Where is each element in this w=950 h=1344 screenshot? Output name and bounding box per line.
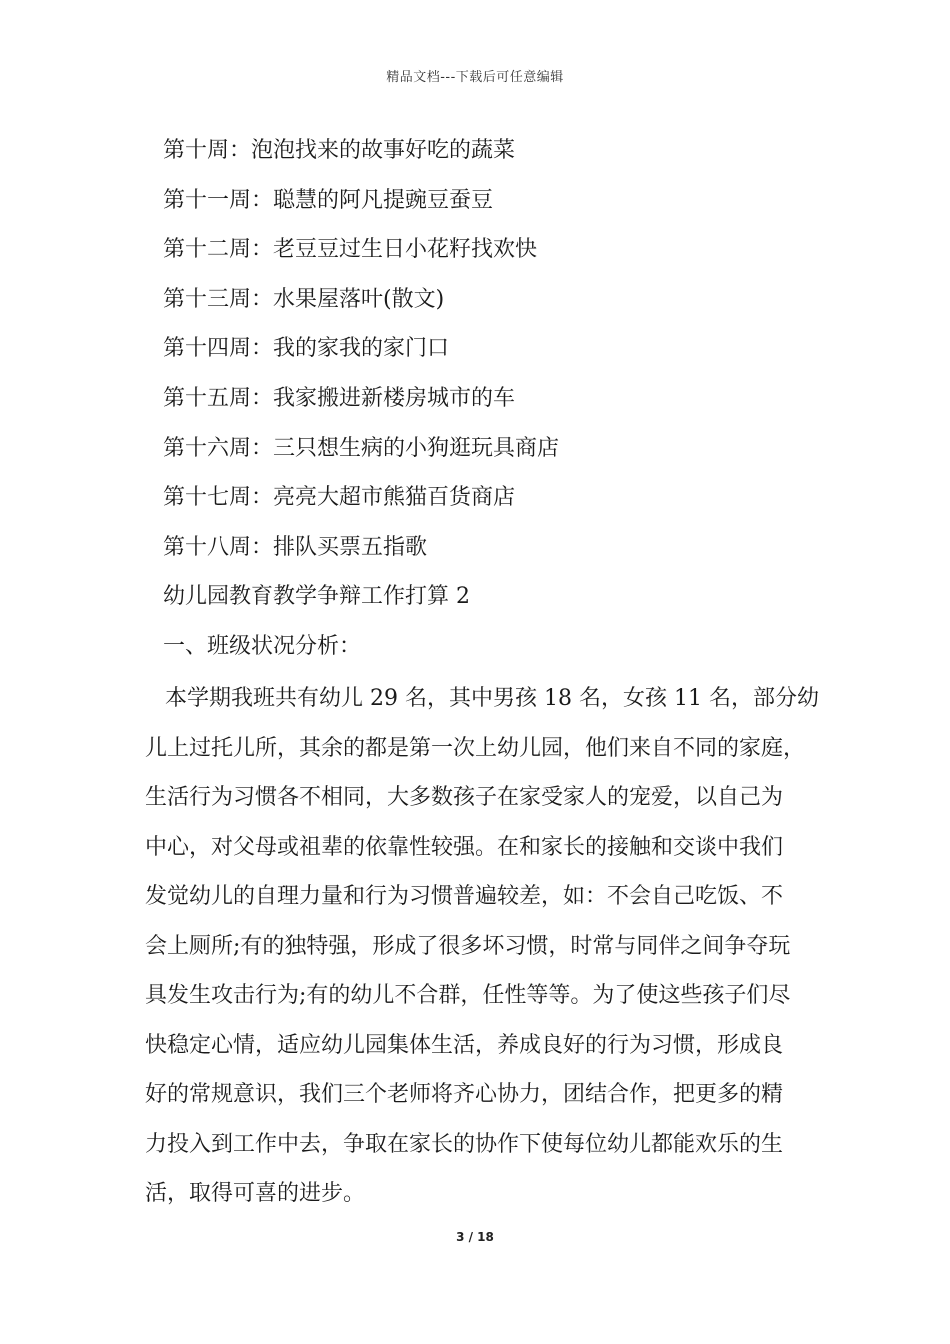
list-item: 第十六周：三只想生病的小狗逛玩具商店 bbox=[163, 435, 560, 461]
weekly-schedule-list bbox=[163, 134, 559, 580]
list-item: 第十七周：亮亮大超市熊猫百货商店 bbox=[163, 485, 516, 511]
list-item: 第十二周：老豆豆过生日小花籽找欢快 bbox=[163, 237, 538, 263]
list-item: 第十五周：我家搬进新楼房城市的车 bbox=[163, 385, 516, 411]
paragraph-line: 生活行为习惯各不相同，大多数孩子在家受家人的宠爱，以自己为 bbox=[145, 785, 784, 810]
paragraph-line: 具发生攻击行为;有的幼儿不合群，任性等等。为了使这些孩子们尽 bbox=[145, 983, 791, 1008]
page-number: 3 / 18 bbox=[456, 1230, 494, 1244]
paragraph-line: 本学期我班共有幼儿 29 名，其中男孩 18 名，女孩 11 名，部分幼 bbox=[165, 686, 819, 711]
paragraph-line: 发觉幼儿的自理力量和行为习惯普遍较差，如：不会自己吃饭、不 bbox=[145, 884, 784, 909]
paragraph-line: 儿上过托儿所，其余的都是第一次上幼儿园，他们来自不同的家庭， bbox=[145, 735, 806, 761]
list-item: 第十周：泡泡找来的故事好吃的蔬菜 bbox=[163, 138, 516, 163]
list-item: 第十一周：聪慧的阿凡提豌豆蚕豆 bbox=[163, 187, 494, 213]
paragraph-line: 力投入到工作中去，争取在家长的协作下使每位幼儿都能欢乐的生 bbox=[145, 1131, 784, 1157]
list-item: 第十四周：我的家我的家门口 bbox=[163, 336, 450, 362]
list-item: 第十八周：排队买票五指歌 bbox=[163, 534, 428, 560]
page-header: 精品文档---下载后可任意编辑 bbox=[386, 70, 564, 85]
paragraph-line: 快稳定心情，适应幼儿园集体生活，养成良好的行为习惯，形成良 bbox=[145, 1032, 784, 1058]
paragraph-line: 会上厕所;有的独特强，形成了很多坏习惯，时常与同伴之间争夺玩 bbox=[145, 933, 791, 959]
paragraph-line: 好的常规意识，我们三个老师将齐心协力，团结合作，把更多的精 bbox=[145, 1082, 784, 1107]
plan-title: 幼儿园教育教学争辩工作打算 2 bbox=[163, 584, 470, 609]
body-paragraph bbox=[145, 682, 845, 1227]
paragraph-line: 活，取得可喜的进步。 bbox=[145, 1181, 366, 1206]
paragraph-line: 中心，对父母或祖辈的依靠性较强。在和家长的接触和交谈中我们 bbox=[145, 834, 784, 860]
list-item: 第十三周：水果屋落叶(散文) bbox=[163, 286, 445, 312]
section-heading: 一、班级状况分析： bbox=[163, 634, 362, 659]
